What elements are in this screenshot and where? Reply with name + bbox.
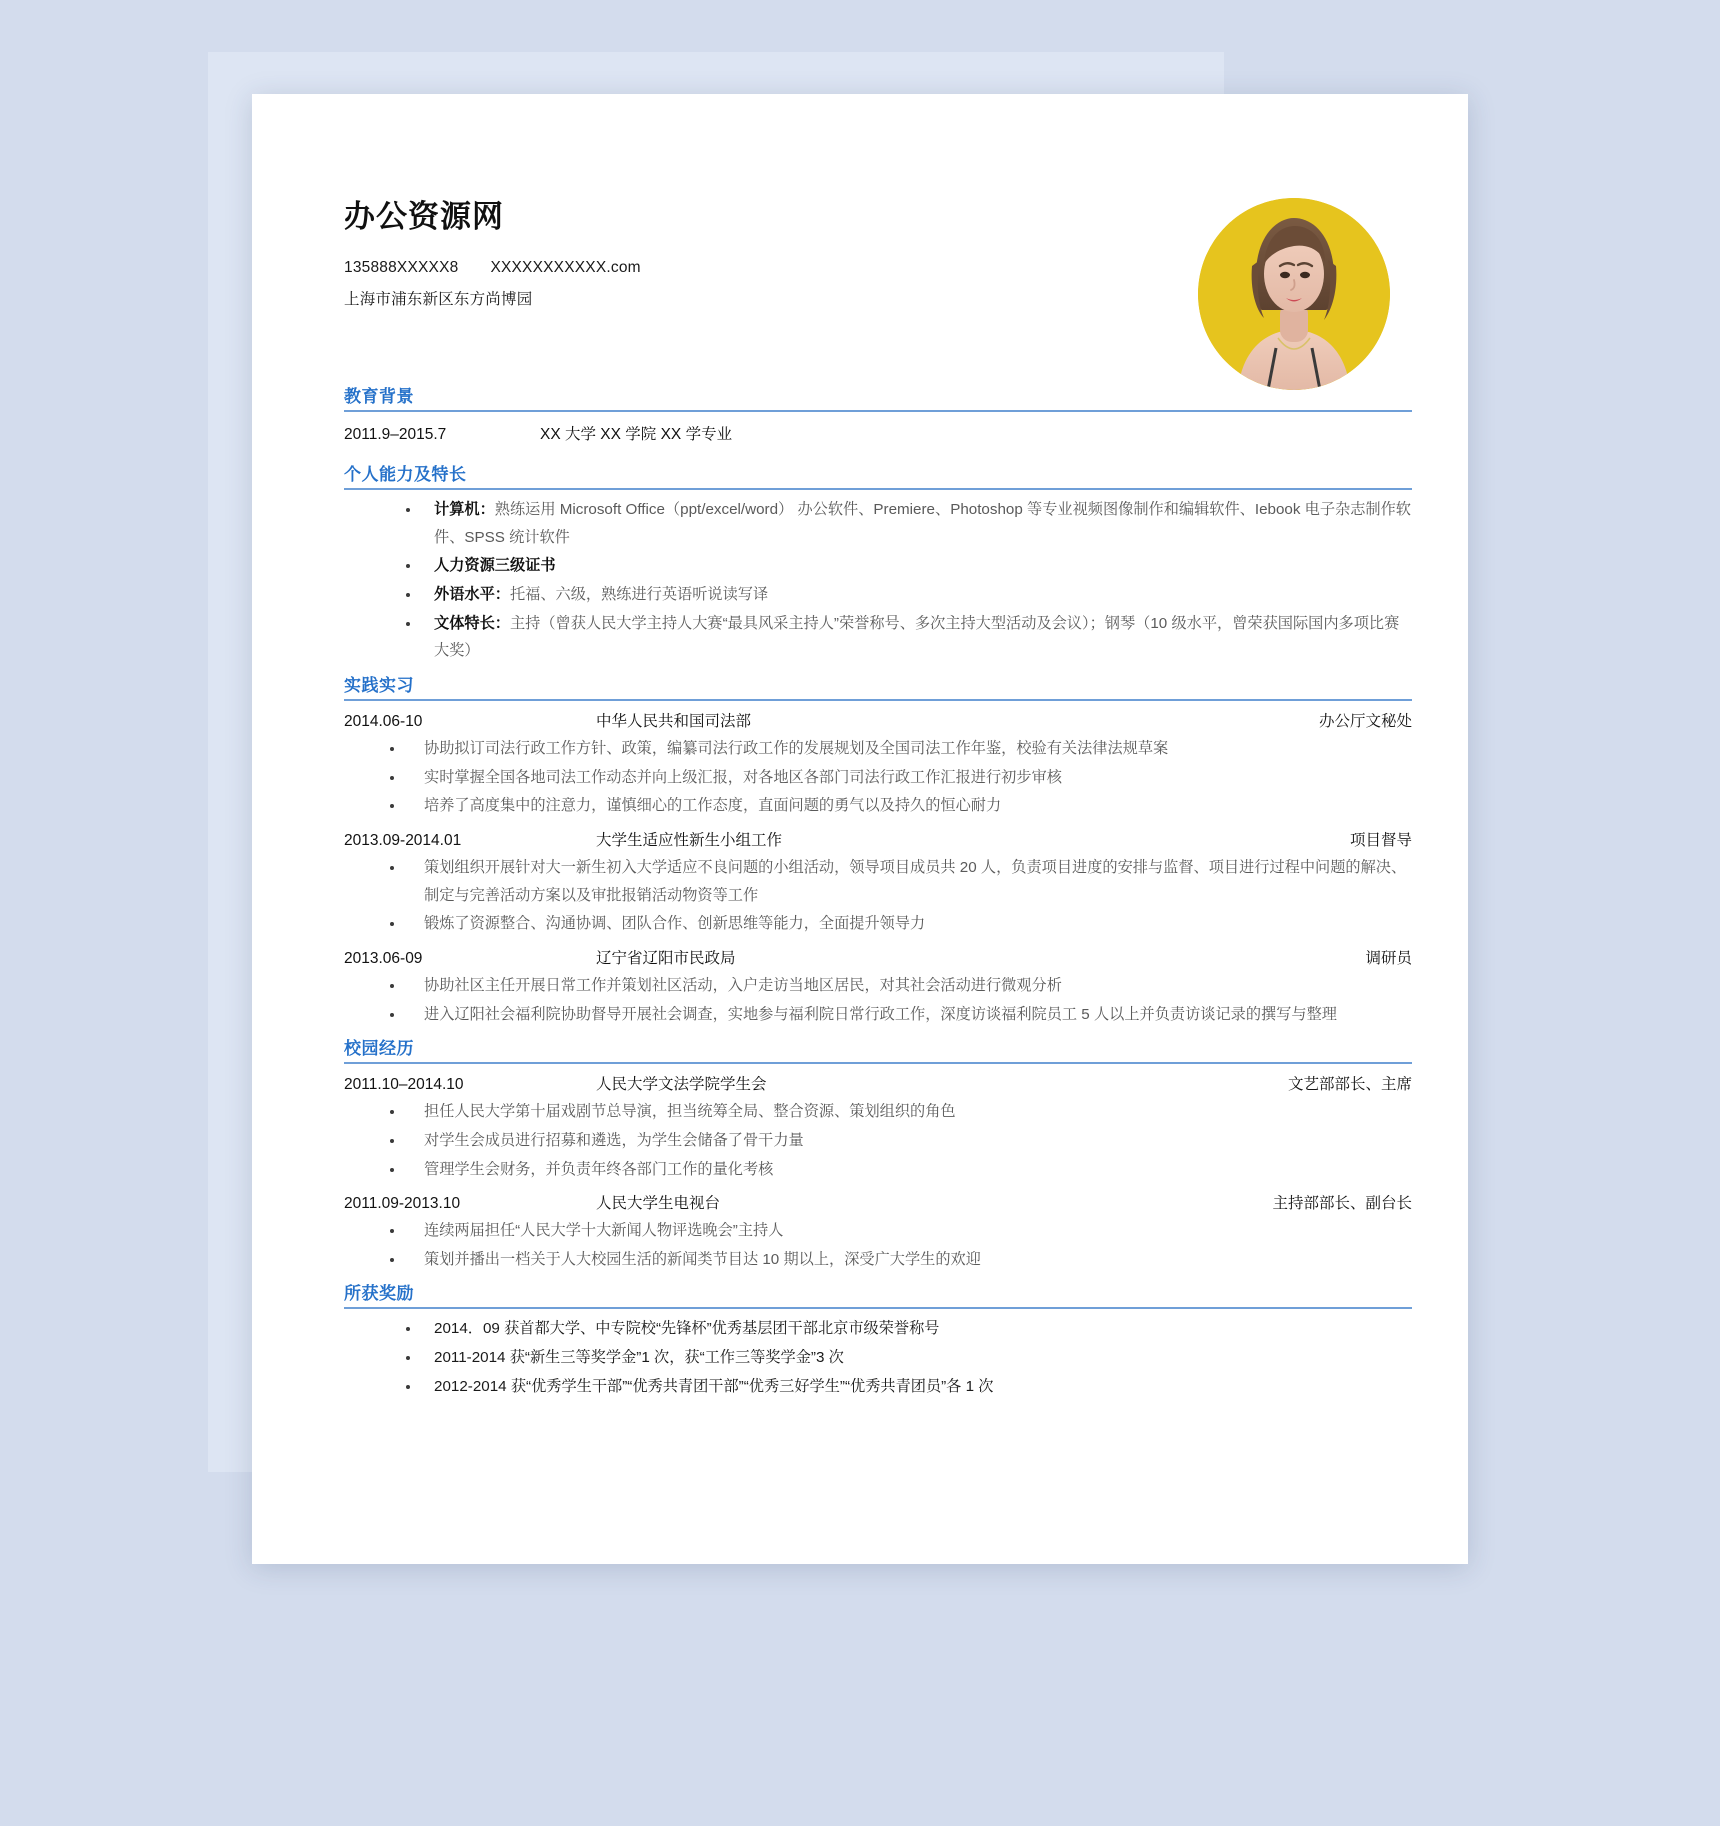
list-item: 培养了高度集中的注意力，谨慎细心的工作态度，直面问题的勇气以及持久的恒心耐力 <box>388 792 1412 820</box>
skills-list <box>344 496 1412 665</box>
skill-lead: 人力资源三级证书 <box>434 557 556 575</box>
entry-org: 人民大学生电视台 <box>596 1195 721 1213</box>
skill-lead: 计算机： <box>434 501 495 518</box>
section-rule <box>344 699 1412 701</box>
entry-org: 人民大学文法学院学生会 <box>596 1076 767 1094</box>
education-date: 2011.9–2015.7 <box>344 426 447 443</box>
awards-list <box>344 1315 1412 1400</box>
skill-text: 主持（曾获人民大学主持人大赛“最具风采主持人”荣誉称号、多次主持大型活动及会议）；钢琴（10 级水平，曾荣获国际国内多项比赛大奖） <box>434 614 1400 660</box>
resume-page <box>252 94 1468 1564</box>
profile-photo-illustration <box>1198 198 1390 390</box>
section-rule <box>344 410 1412 412</box>
list-item <box>404 496 1412 551</box>
section-title-campus: 校园经历 <box>344 1039 414 1059</box>
page-title: 办公资源网 <box>344 199 504 234</box>
avatar <box>1198 198 1390 390</box>
list-item: 协助社区主任开展日常工作并策划社区活动，入户走访当地区居民，对其社会活动进行微观分析 <box>388 972 1412 1000</box>
campus-entry-header <box>344 1191 1412 1213</box>
skill-text: 托福、六级，熟练进行英语听说读写译 <box>509 585 769 603</box>
list-item <box>404 610 1412 665</box>
list-item: 2014．09 获首都大学、中专院校“先锋杯”优秀基层团干部北京市级荣誉称号 <box>404 1315 1412 1343</box>
list-item: 协助拟订司法行政工作方针、政策，编纂司法行政工作的发展规划及全国司法工作年鉴，校验有关法律法规草案 <box>388 735 1412 763</box>
section-rule <box>344 1062 1412 1064</box>
list-item: 管理学生会财务，并负责年终各部门工作的量化考核 <box>388 1156 1412 1184</box>
address-line: 上海市浦东新区东方尚博园 <box>344 291 533 309</box>
section-rule <box>344 488 1412 490</box>
entry-date: 2011.10–2014.10 <box>344 1076 464 1094</box>
entry-date: 2013.09-2014.01 <box>344 831 462 849</box>
list-item: 连续两届担任“人民大学十大新闻人物评选晚会”主持人 <box>388 1217 1412 1245</box>
section-title-awards: 所获奖励 <box>344 1284 414 1304</box>
skill-lead: 文体特长： <box>434 614 510 632</box>
campus-bullets <box>344 1217 1412 1273</box>
entry-role: 主持部部长、副台长 <box>1272 1195 1412 1213</box>
list-item: 策划并播出一档关于人大校园生活的新闻类节目达 10 期以上，深受广大学生的欢迎 <box>388 1246 1412 1274</box>
campus-entry-header <box>344 1072 1412 1094</box>
list-item: 对学生会成员进行招募和遴选，为学生会储备了骨干力量 <box>388 1127 1412 1155</box>
entry-date: 2014.06-10 <box>344 712 423 730</box>
email-address: XXXXXXXXXXX.com <box>490 259 641 277</box>
list-item: 进入辽阳社会福利院协助督导开展社会调查，实地参与福利院日常行政工作，深度访谈福利院员工 5 人以上并负责访谈记录的撰写与整理 <box>388 1001 1412 1029</box>
phone-number: 135888XXXXX8 <box>344 259 459 277</box>
entry-org: 中华人民共和国司法部 <box>596 712 752 730</box>
section-title-education: 教育背景 <box>344 387 414 406</box>
education-major: XX 大学 XX 学院 XX 学专业 <box>540 426 733 443</box>
entry-org: 辽宁省辽阳市民政局 <box>596 949 736 967</box>
section-awards <box>344 1279 1412 1400</box>
list-item: 2011-2014 获“新生三等奖学金”1 次，获“工作三等奖学金”3 次 <box>404 1344 1412 1372</box>
internship-bullets <box>344 735 1412 820</box>
section-campus <box>344 1034 1412 1273</box>
entry-date: 2011.09-2013.10 <box>344 1195 461 1213</box>
internship-entry-header <box>344 828 1412 850</box>
resume-header <box>344 200 1412 378</box>
entry-role: 调研员 <box>1365 949 1412 967</box>
section-title-skills: 个人能力及特长 <box>344 465 467 484</box>
section-internship <box>344 671 1412 1028</box>
internship-bullets <box>344 972 1412 1028</box>
list-item <box>404 552 1412 580</box>
list-item: 实时掌握全国各地司法工作动态并向上级汇报，对各地区各部门司法行政工作汇报进行初步审核 <box>388 764 1412 792</box>
section-rule <box>344 1307 1412 1309</box>
list-item: 锻炼了资源整合、沟通协调、团队合作、创新思维等能力，全面提升领导力 <box>388 910 1412 938</box>
internship-entry-header <box>344 946 1412 968</box>
list-item: 2012-2014 获“优秀学生干部”“优秀共青团干部”“优秀三好学生”“优秀共青团员”各 1 次 <box>404 1373 1412 1401</box>
entry-role: 办公厅文秘处 <box>1318 712 1412 730</box>
entry-role: 文艺部部长、主席 <box>1287 1076 1412 1094</box>
entry-date: 2013.06-09 <box>344 949 423 967</box>
section-skills <box>344 460 1412 665</box>
internship-bullets <box>344 854 1412 938</box>
internship-entry-header <box>344 709 1412 731</box>
skill-text: 熟练运用 Microsoft Office（ppt/excel/word） 办公软件、Premiere、Photoshop 等专业视频图像制作和编辑软件、Iebook 电子杂志制作软件、SPSS 统计软件 <box>434 501 1411 546</box>
list-item: 策划组织开展针对大一新生初入大学适应不良问题的小组活动，领导项目成员共 20 人，负责项目进度的安排与监督、项目进行过程中问题的解决、制定与完善活动方案以及审批报销活动物资等工作 <box>388 854 1412 909</box>
section-education <box>344 382 1412 444</box>
list-item <box>404 581 1412 609</box>
entry-role: 项目督导 <box>1349 831 1412 849</box>
education-entry <box>344 422 1412 444</box>
skill-lead: 外语水平： <box>434 585 510 603</box>
list-item: 担任人民大学第十届戏剧节总导演，担当统筹全局、整合资源、策划组织的角色 <box>388 1098 1412 1126</box>
campus-bullets <box>344 1098 1412 1183</box>
section-title-internship: 实践实习 <box>344 675 414 695</box>
entry-org: 大学生适应性新生小组工作 <box>596 831 783 849</box>
